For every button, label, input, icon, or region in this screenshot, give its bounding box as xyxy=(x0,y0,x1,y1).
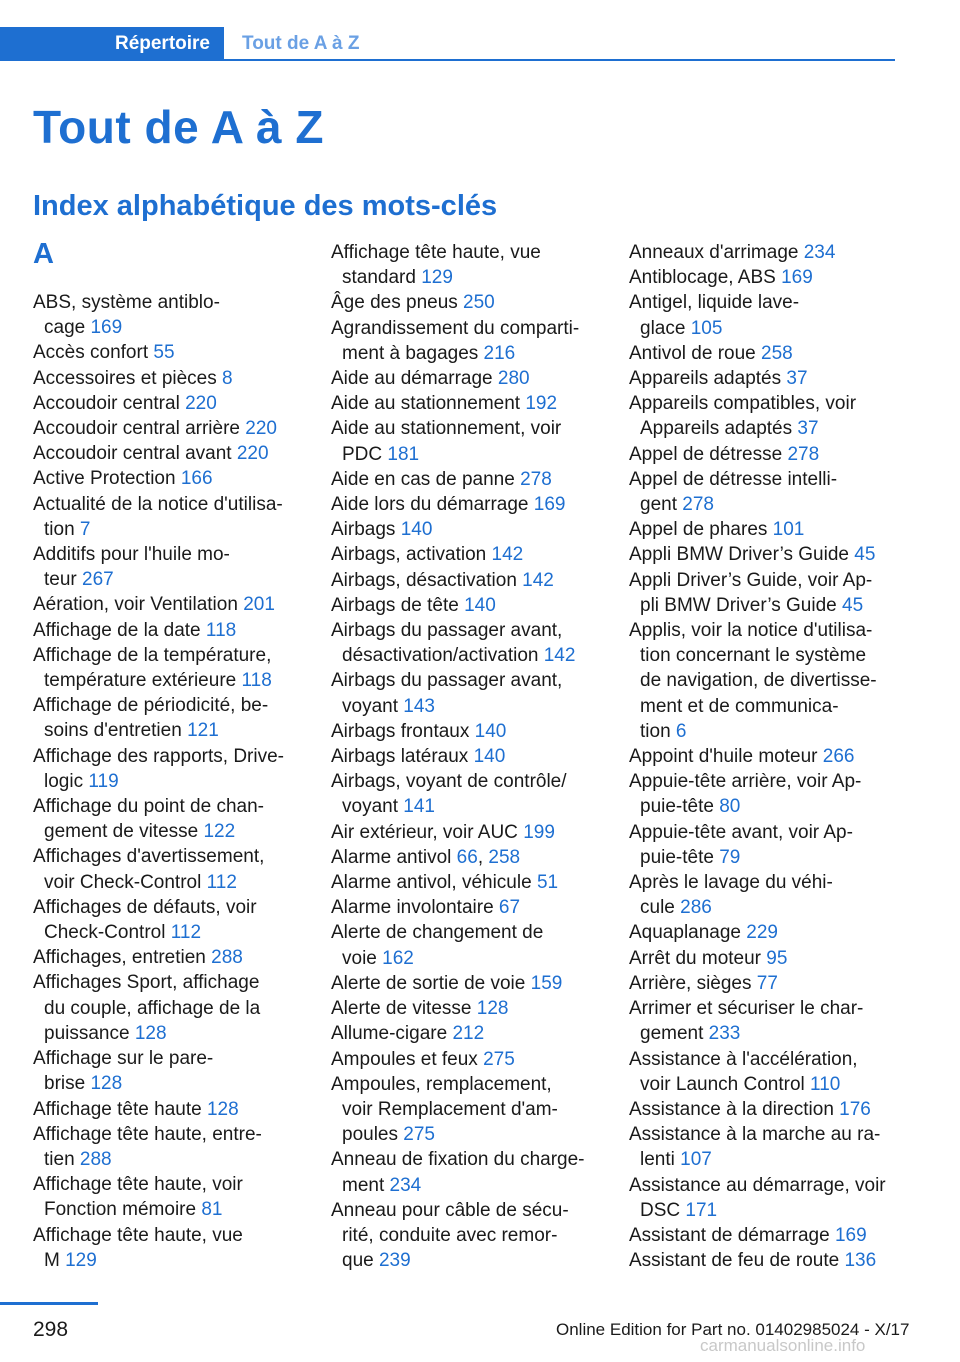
index-entry-text: ment à bagages xyxy=(342,342,479,364)
page-link[interactable]: 140 xyxy=(400,519,433,541)
index-entry-text: voyant xyxy=(342,695,398,717)
page-link[interactable]: 201 xyxy=(243,594,275,616)
index-entry-text: Antiblocage, ABS xyxy=(629,267,776,289)
index-entry-text: Assistance à la direction xyxy=(629,1098,834,1120)
page-link[interactable]: 128 xyxy=(90,1073,123,1095)
index-entry-text: Additifs pour l'huile mo- xyxy=(33,544,230,566)
index-entry-text: tien xyxy=(44,1148,75,1170)
page-link[interactable]: 162 xyxy=(382,947,414,969)
index-entry xyxy=(331,820,601,845)
index-entry-text: Fonction mémoire xyxy=(44,1199,197,1221)
index-entry-text: Airbags, voyant de contrôle/ xyxy=(331,771,567,793)
index-entry xyxy=(629,920,899,945)
index-entry xyxy=(629,971,899,996)
index-entry-text: lenti xyxy=(640,1149,675,1171)
index-entry-text: Arrimer et sécuriser le char- xyxy=(629,998,864,1020)
page-link[interactable]: 266 xyxy=(822,746,855,768)
page-link[interactable]: 220 xyxy=(245,418,277,440)
index-entry-text: Affichage tête haute, voir xyxy=(33,1174,243,1196)
index-entry-text: rité, conduite avec remor- xyxy=(342,1224,558,1246)
index-entry-text: Appuie-tête avant, voir Ap- xyxy=(629,821,853,843)
index-entry-text: logic xyxy=(44,770,84,792)
page-link[interactable]: 159 xyxy=(530,972,563,994)
index-entry xyxy=(33,1046,303,1096)
index-entry-text: du couple, affichage de la xyxy=(44,997,261,1019)
page-link[interactable]: 169 xyxy=(834,1224,867,1246)
page-link[interactable]: 212 xyxy=(452,1023,485,1045)
index-entry xyxy=(33,290,303,340)
page-link[interactable]: 118 xyxy=(241,670,272,692)
index-entry xyxy=(629,1097,899,1122)
index-entry xyxy=(331,996,601,1021)
index-entry-text: Appareils adaptés xyxy=(629,368,782,390)
index-entry-text: puissance xyxy=(44,1022,130,1044)
index-entry-text: Air extérieur, voir AUC xyxy=(331,821,518,843)
index-entry-text: voir Remplacement d'am- xyxy=(342,1098,558,1120)
page-link[interactable]: 142 xyxy=(543,645,576,667)
index-entry-text: DSC xyxy=(640,1199,681,1221)
index-entry-text: Alerte de changement de xyxy=(331,922,544,944)
index-entry-text: Assistance à l'accélération, xyxy=(629,1048,858,1070)
index-entry-text: brise xyxy=(44,1073,86,1095)
index-entry-text: Assistance à la marche au ra- xyxy=(629,1124,881,1146)
index-entry-text: pli BMW Driver’s Guide xyxy=(640,594,837,616)
index-entry-text: Appuie-tête arrière, voir Ap- xyxy=(629,771,862,793)
index-entry-text: Après le lavage du véhi- xyxy=(629,872,833,894)
index-entry xyxy=(629,265,899,290)
index-entry-text: tion xyxy=(44,518,75,540)
index-entry: Alarme antivol 66, 258 xyxy=(331,846,521,868)
index-entry-text: Alerte de vitesse xyxy=(331,998,472,1020)
section-letter: A xyxy=(33,238,54,270)
index-entry xyxy=(33,618,303,643)
index-entry-text: Airbags frontaux xyxy=(331,720,470,742)
index-entry-text: Antigel, liquide lave- xyxy=(629,292,800,314)
index-entry xyxy=(331,719,601,744)
index-entry-text: Affichage des rapports, Drive- xyxy=(33,745,284,767)
index-entry xyxy=(33,391,303,416)
page-link[interactable]: 122 xyxy=(203,821,236,843)
index-entry-text: Affichage sur le pare- xyxy=(33,1048,214,1070)
index-entry-text: voyant xyxy=(342,796,398,818)
page-link[interactable]: 220 xyxy=(236,443,269,465)
index-entry xyxy=(33,592,303,617)
index-entry-text: Anneau de fixation du charge- xyxy=(331,1149,585,1171)
index-entry-text: voir Launch Control xyxy=(640,1073,805,1095)
index-entry-text: Applis, voir la notice d'utilisa- xyxy=(629,620,873,642)
index-entry-text: soins d'entretien xyxy=(44,720,182,742)
index-entry-text: Affichage tête haute xyxy=(33,1098,202,1120)
tab-tout-de-a-a-z[interactable]: Tout de A à Z xyxy=(242,33,360,54)
index-entry-text: Appel de détresse xyxy=(629,443,783,465)
index-entry-text: température extérieure xyxy=(44,670,237,692)
page-link[interactable]: 105 xyxy=(690,317,723,339)
index-entry-text: Arrière, sièges xyxy=(629,972,752,994)
index-entry xyxy=(331,920,601,970)
page-link[interactable]: 107 xyxy=(680,1149,712,1171)
index-entry xyxy=(629,618,899,744)
header-bar xyxy=(0,0,960,64)
index-entry xyxy=(629,946,899,971)
index-entry xyxy=(629,341,899,366)
tab-repertoire[interactable]: Répertoire xyxy=(0,27,224,61)
index-entry xyxy=(33,643,303,693)
index-entry xyxy=(331,870,601,895)
index-entry-text: Airbags xyxy=(331,519,396,541)
index-entry-text: Accès confort xyxy=(33,342,149,364)
index-entry-text: désactivation/activation xyxy=(342,645,539,667)
page-link[interactable]: 278 xyxy=(787,443,820,465)
index-entry xyxy=(331,1021,601,1046)
page-link[interactable]: 136 xyxy=(844,1250,877,1272)
page-link[interactable]: 258 xyxy=(761,342,793,364)
index-entry-text: Appel de phares xyxy=(629,519,768,541)
page-link[interactable]: 278 xyxy=(520,468,552,490)
index-entry xyxy=(629,467,899,517)
index-entry xyxy=(33,466,303,491)
index-entry-text: Assistant de démarrage xyxy=(629,1224,830,1246)
index-entry-text: Aquaplanage xyxy=(629,922,741,944)
index-entry xyxy=(33,542,303,592)
page-link[interactable]: 129 xyxy=(65,1249,97,1271)
page-link[interactable]: 79 xyxy=(719,846,741,868)
page-link[interactable]: 250 xyxy=(463,292,495,314)
page-link[interactable]: 95 xyxy=(766,947,788,969)
page-subtitle: Index alphabétique des mots-clés xyxy=(33,190,498,222)
index-entry-text: Anneaux d'arrimage xyxy=(629,242,799,263)
page-link[interactable]: 81 xyxy=(201,1199,223,1221)
index-entry-text: Affichage tête haute, vue xyxy=(33,1224,243,1246)
page-link[interactable]: 171 xyxy=(685,1199,718,1221)
index-entry-text: Appareils adaptés xyxy=(640,418,793,440)
page-link[interactable]: 181 xyxy=(387,443,420,465)
index-entry-text: Affichage de périodicité, be- xyxy=(33,695,269,717)
index-entry xyxy=(33,970,303,1046)
index-entry xyxy=(331,1147,601,1197)
index-entry-text: Aide en cas de panne xyxy=(331,468,515,490)
index-entry xyxy=(629,568,899,618)
index-entry xyxy=(33,492,303,542)
index-entry-text: Check-Control xyxy=(44,922,166,944)
page-link[interactable]: 51 xyxy=(536,872,559,894)
footer-divider xyxy=(0,1302,98,1305)
page-link[interactable]: 288 xyxy=(211,947,243,969)
index-entry-text: Aide au démarrage xyxy=(331,368,493,390)
index-entry-text: Affichages Sport, affichage xyxy=(33,972,260,994)
index-entry-text: cule xyxy=(640,897,675,919)
page-link[interactable]: 7 xyxy=(79,518,91,540)
page-link[interactable]: 216 xyxy=(483,342,516,364)
page-link[interactable]: 66 xyxy=(456,846,478,868)
index-entry-text: Âge des pneus xyxy=(331,292,458,314)
index-entry-text: tion concernant le système xyxy=(640,645,867,667)
index-entry-text: Assistant de feu de route xyxy=(629,1250,840,1272)
index-entry-text: gement de vitesse xyxy=(44,821,199,843)
page-link[interactable]: 140 xyxy=(464,594,496,616)
index-entry xyxy=(629,517,899,542)
index-entry xyxy=(331,240,601,290)
index-entry xyxy=(33,945,303,970)
index-entry xyxy=(331,668,601,718)
index-entry-text: Affichage du point de chan- xyxy=(33,796,264,818)
index-entry-text: Airbags latéraux xyxy=(331,746,469,768)
page-link[interactable]: 229 xyxy=(746,922,778,944)
index-entry-text: Aide au stationnement xyxy=(331,393,521,415)
index-entry-text: Appel de détresse intelli- xyxy=(629,468,838,490)
index-entry xyxy=(331,593,601,618)
index-entry-text: poules xyxy=(342,1124,398,1146)
index-entry xyxy=(629,290,899,340)
index-entry xyxy=(33,366,303,391)
page-link[interactable]: 239 xyxy=(378,1250,411,1272)
index-entry-text: Accoudoir central arrière xyxy=(33,418,240,440)
index-entry xyxy=(331,895,601,920)
index-entry xyxy=(33,1122,303,1172)
page-link[interactable]: 233 xyxy=(708,1023,741,1045)
index-entry-text: Affichages d'avertissement, xyxy=(33,846,265,868)
page-link[interactable]: 278 xyxy=(682,494,714,516)
page-link[interactable]: 112 xyxy=(170,922,202,944)
index-entry-text: puie-tête xyxy=(640,796,714,818)
page-number: 298 xyxy=(33,1318,69,1341)
index-entry xyxy=(331,366,601,391)
index-entry-text: M xyxy=(44,1249,60,1271)
index-entry xyxy=(331,391,601,416)
index-entry xyxy=(33,744,303,794)
index-entry xyxy=(33,794,303,844)
page-link[interactable]: 192 xyxy=(525,393,558,415)
page-link[interactable]: 275 xyxy=(403,1124,435,1146)
index-entry-text: voir Check-Control xyxy=(44,871,202,893)
index-entry-text: Appli BMW Driver’s Guide xyxy=(629,544,849,566)
index-entry xyxy=(629,820,899,870)
index-entry-text: Assistance au démarrage, voir xyxy=(629,1174,886,1196)
page-link[interactable]: 288 xyxy=(79,1148,112,1170)
index-entry-text: ABS, système antiblo- xyxy=(33,292,220,313)
page-link[interactable]: 140 xyxy=(473,746,506,768)
page-link[interactable]: 142 xyxy=(491,544,524,566)
page-link[interactable]: 169 xyxy=(533,494,566,516)
page-link[interactable]: 128 xyxy=(134,1022,167,1044)
index-entry xyxy=(629,996,899,1046)
index-entry xyxy=(331,416,601,466)
page-link[interactable]: 143 xyxy=(403,695,435,717)
page-link[interactable]: 37 xyxy=(786,368,808,390)
index-entry-text: gement xyxy=(640,1023,704,1045)
watermark: carmanualsonline.info xyxy=(700,1336,866,1355)
index-entry-text: gent xyxy=(640,494,677,516)
index-entry xyxy=(33,844,303,894)
index-entry-text: Arrêt du moteur xyxy=(629,947,761,969)
index-entry-text: Appli Driver’s Guide, voir Ap- xyxy=(629,569,873,591)
page-link[interactable]: 280 xyxy=(497,368,530,390)
index-entry-text: ment xyxy=(342,1174,385,1196)
index-entry-text: Ampoules et feux xyxy=(331,1048,478,1070)
index-entry-text: Affichages de défauts, voir xyxy=(33,896,257,918)
page-link[interactable]: 140 xyxy=(474,720,507,742)
index-column-3 xyxy=(629,240,899,1273)
index-entry-text: voie xyxy=(342,947,377,969)
index-entry-text: Accoudoir central xyxy=(33,392,180,414)
index-entry-text: Alarme antivol xyxy=(331,846,452,868)
page-title: Tout de A à Z xyxy=(33,101,324,153)
index-entry xyxy=(629,391,899,441)
index-entry xyxy=(629,542,899,567)
edition-note: Online Edition for Part no. 01402985024 - X/17 xyxy=(556,1320,910,1339)
index-entry-text: Accoudoir central avant xyxy=(33,443,232,465)
index-entry-text: cage xyxy=(44,317,86,339)
index-entry-text: Alarme involontaire xyxy=(331,897,494,919)
index-entry xyxy=(629,1047,899,1097)
index-entry-text: Alarme antivol, véhicule xyxy=(331,872,532,894)
page-link[interactable]: 77 xyxy=(756,972,778,994)
index-entry-text: Airbags du passager avant, xyxy=(331,670,563,692)
page-link[interactable]: 267 xyxy=(82,569,114,591)
index-entry xyxy=(33,1172,303,1222)
page-link[interactable]: 128 xyxy=(206,1098,239,1120)
index-entry-text: Agrandissement du comparti- xyxy=(331,317,580,339)
page-link[interactable]: 176 xyxy=(839,1098,871,1120)
index-entry xyxy=(331,568,601,593)
index-entry-text: Active Protection xyxy=(33,468,176,490)
page-link[interactable]: 8 xyxy=(222,367,233,389)
page-link[interactable]: 110 xyxy=(810,1073,841,1095)
index-entry xyxy=(33,693,303,743)
page-link[interactable]: 118 xyxy=(205,619,237,641)
index-entry xyxy=(331,1198,601,1274)
index-entry-text: Airbags du passager avant, xyxy=(331,620,563,642)
index-entry xyxy=(33,1097,303,1122)
page-link[interactable]: 169 xyxy=(90,317,123,339)
page-link[interactable]: 55 xyxy=(153,342,175,364)
header-divider xyxy=(224,59,895,61)
index-entry xyxy=(331,316,601,366)
index-column-1 xyxy=(33,240,303,1273)
page-link[interactable]: 286 xyxy=(680,897,712,919)
page-link[interactable]: 45 xyxy=(842,594,864,616)
page-link[interactable]: 275 xyxy=(483,1048,515,1070)
page-link[interactable]: 119 xyxy=(88,770,119,792)
index-entry-text: Affichage tête haute, vue xyxy=(331,242,541,263)
index-entry xyxy=(33,441,303,466)
index-entry xyxy=(331,1072,601,1148)
index-entry xyxy=(331,618,601,668)
page-link[interactable]: 141 xyxy=(403,796,435,818)
index-entry xyxy=(33,895,303,945)
index-entry xyxy=(629,366,899,391)
index-entry xyxy=(331,971,601,996)
index-entry-text: glace xyxy=(640,317,686,339)
index-column-2 xyxy=(331,240,601,1273)
index-entry xyxy=(331,290,601,315)
page-link[interactable]: 67 xyxy=(498,897,521,919)
index-entry xyxy=(331,769,601,819)
index-entry-text: Airbags, désactivation xyxy=(331,569,517,591)
index-entry xyxy=(629,1223,899,1248)
page-link[interactable]: 220 xyxy=(185,392,217,414)
index-entry xyxy=(629,240,899,265)
page-link[interactable]: 169 xyxy=(781,267,813,289)
page-link[interactable]: 101 xyxy=(772,519,805,541)
page-link[interactable]: 234 xyxy=(803,242,836,263)
index-entry-text: Appareils compatibles, voir xyxy=(629,393,857,415)
index-entry-text: Anneau pour câble de sécu- xyxy=(331,1199,569,1221)
index-entry-text: Antivol de roue xyxy=(629,342,756,364)
index-entry xyxy=(629,769,899,819)
index-entry-text: Affichage de la date xyxy=(33,619,201,641)
page-link[interactable]: 258 xyxy=(488,846,521,868)
index-entry xyxy=(33,416,303,441)
page-link[interactable]: 142 xyxy=(522,569,554,591)
index-entry-text: ment et de communica- xyxy=(640,695,839,717)
index-entry-text: Airbags de tête xyxy=(331,594,459,616)
index-entry-text: que xyxy=(342,1250,374,1272)
page-link[interactable]: 129 xyxy=(421,267,453,289)
index-entry xyxy=(331,517,601,542)
index-entry-text: Appoint d'huile moteur xyxy=(629,746,818,768)
index-entry-text: Aide au stationnement, voir xyxy=(331,418,562,440)
index-entry xyxy=(33,1223,303,1273)
index-entry xyxy=(629,442,899,467)
index-entry-text: puie-tête xyxy=(640,846,714,868)
page-link[interactable]: 112 xyxy=(206,871,237,893)
page-link[interactable]: 45 xyxy=(854,544,876,566)
index-entry-text: Actualité de la notice d'utilisa- xyxy=(33,493,283,515)
page-link[interactable]: 234 xyxy=(389,1174,422,1196)
index-entry-text: tion xyxy=(640,720,671,742)
index-entry-text: Aide lors du démarrage xyxy=(331,494,529,516)
index-entry xyxy=(331,744,601,769)
index-entry xyxy=(629,1248,899,1273)
page-link[interactable]: 128 xyxy=(476,998,509,1020)
index-entry-text: Affichage tête haute, entre- xyxy=(33,1123,262,1145)
index-entry xyxy=(629,870,899,920)
index-entry-text: Aération, voir Ventilation xyxy=(33,594,238,616)
index-entry xyxy=(33,340,303,365)
index-entry-text: Affichages, entretien xyxy=(33,947,206,969)
index-entry xyxy=(629,1122,899,1172)
index-entry-text: Ampoules, remplacement, xyxy=(331,1073,552,1095)
index-entry xyxy=(331,467,601,492)
index-entry-text: Allume-cigare xyxy=(331,1023,448,1045)
index-entry xyxy=(629,744,899,769)
page-link[interactable]: 199 xyxy=(523,821,555,843)
index-entry-text: de navigation, de divertisse- xyxy=(640,670,877,692)
index-entry-text: Affichage de la température, xyxy=(33,644,272,666)
index-entry-text: Alerte de sortie de voie xyxy=(331,972,526,994)
index-entry xyxy=(331,492,601,517)
index-entry-text: teur xyxy=(44,569,77,591)
page-link[interactable]: 6 xyxy=(675,720,687,742)
index-entry xyxy=(331,542,601,567)
index-entry xyxy=(331,1047,601,1072)
index-entry-text: PDC xyxy=(342,443,383,465)
page-link[interactable]: 80 xyxy=(719,796,741,818)
page-link[interactable]: 37 xyxy=(797,418,819,440)
index-entry-text: Airbags, activation xyxy=(331,544,487,566)
page-link[interactable]: 121 xyxy=(187,720,219,742)
index-entry xyxy=(629,1173,899,1223)
page-link[interactable]: 166 xyxy=(180,468,213,490)
index-entry-text: Accessoires et pièces xyxy=(33,367,217,389)
index-entry-text: standard xyxy=(342,267,416,289)
